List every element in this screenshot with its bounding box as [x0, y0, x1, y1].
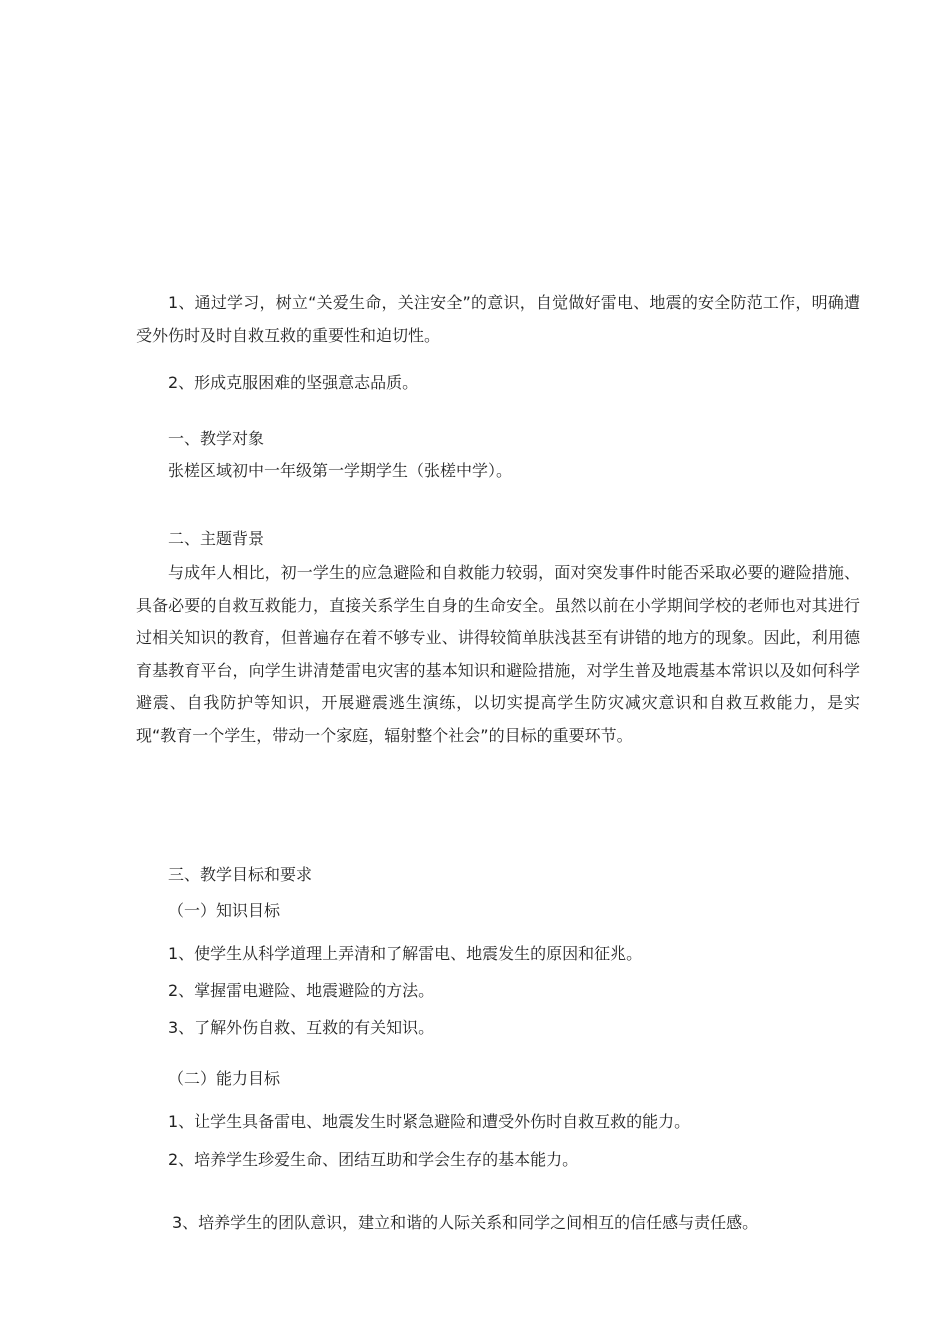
section-heading-background: 二、主题背景 [168, 529, 265, 548]
knowledge-goal-item: 3、了解外伤自救、互救的有关知识。 [168, 1018, 435, 1037]
ability-goal-item: 3、培养学生的团队意识，建立和谐的人际关系和同学之间相互的信任感与责任感。 [172, 1213, 759, 1232]
goal-item-1: 1、通过学习，树立“关爱生命，关注安全”的意识，自觉做好雷电、地震的安全防范工作，明确遭受外伤时及时自救互救的重要性和迫切性。 [136, 293, 860, 345]
knowledge-goal-item: 1、使学生从科学道理上弄清和了解雷电、地震发生的原因和征兆。 [168, 944, 643, 963]
knowledge-goals-heading: （一）知识目标 [168, 901, 281, 920]
teaching-object-text: 张槎区域初中一年级第一学期学生（张槎中学）。 [168, 461, 513, 480]
ability-goal-item: 2、培养学生珍爱生命、团结互助和学会生存的基本能力。 [168, 1150, 579, 1169]
ability-goals-heading: （二）能力目标 [168, 1069, 281, 1088]
ability-goal-item: 1、让学生具备雷电、地震发生时紧急避险和遭受外伤时自救互救的能力。 [168, 1112, 691, 1131]
section-heading-teaching-object: 一、教学对象 [168, 429, 265, 448]
section-heading-goals: 三、教学目标和要求 [168, 865, 313, 884]
background-paragraph: 与成年人相比，初一学生的应急避险和自救能力较弱，面对突发事件时能否采取必要的避险措施、具备必要的自救互救能力，直接关系学生自身的生命安全。虽然以前在小学期间学校的老师也对其进行过相关知识的教育，但普遍存在着不够专业、讲得较简单肤浅甚至有讲错的地方的现象。因此，利用德育基教育平台，向学生讲清楚雷电灾害的基本知识和避险措施，对学生普及地震基本常识以及如何科学避震、自我防护等知识，开展避震逃生演练，以切实提高学生防灾减灾意识和自救互救能力，是实现“教育一个学生，带动一个家庭，辐射整个社会”的目标的重要环节。 [136, 563, 860, 745]
goal-item-2: 2、形成克服困难的坚强意志品质。 [168, 373, 419, 392]
knowledge-goal-item: 2、掌握雷电避险、地震避险的方法。 [168, 981, 435, 1000]
